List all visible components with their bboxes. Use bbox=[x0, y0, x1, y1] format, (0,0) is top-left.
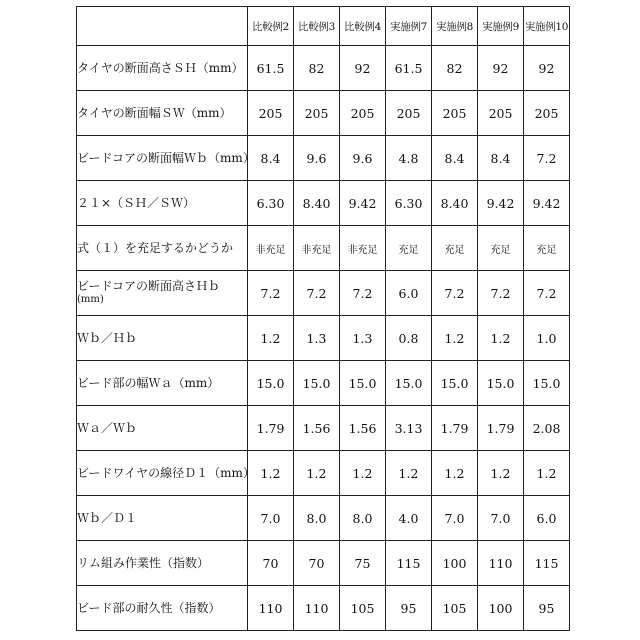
row-label bbox=[77, 316, 248, 361]
spec-table bbox=[76, 6, 570, 631]
table-cell: 205 bbox=[340, 91, 386, 136]
table-cell: 1.79 bbox=[478, 406, 524, 451]
row-label-text: タイヤの断面幅ＳＷ（mm） bbox=[77, 106, 232, 120]
column-header: 実施例9 bbox=[478, 7, 524, 46]
row-label bbox=[77, 586, 248, 631]
table-cell: 110 bbox=[478, 541, 524, 586]
table-cell: 1.79 bbox=[248, 406, 294, 451]
table-cell: 205 bbox=[432, 91, 478, 136]
table-cell: 205 bbox=[248, 91, 294, 136]
table-cell: 115 bbox=[524, 541, 570, 586]
table-cell: 9.6 bbox=[340, 136, 386, 181]
table-cell: 8.0 bbox=[294, 496, 340, 541]
table-cell: 15.0 bbox=[432, 361, 478, 406]
row-label-text: リム組み作業性（指数） bbox=[77, 556, 209, 570]
table-cell: 8.4 bbox=[248, 136, 294, 181]
table-cell: 7.0 bbox=[432, 496, 478, 541]
row-label-unit: (mm) bbox=[77, 293, 247, 306]
column-header: 実施例10 bbox=[524, 7, 570, 46]
table-row bbox=[77, 586, 570, 631]
table-row bbox=[77, 316, 570, 361]
column-header: 比較例2 bbox=[248, 7, 294, 46]
table-body bbox=[77, 46, 570, 631]
table-cell: 6.0 bbox=[524, 496, 570, 541]
table-row bbox=[77, 136, 570, 181]
table-cell: 82 bbox=[294, 46, 340, 91]
table-row bbox=[77, 226, 570, 271]
table-row bbox=[77, 46, 570, 91]
table-cell: 4.0 bbox=[386, 496, 432, 541]
header-row bbox=[77, 7, 570, 46]
table-cell: 7.2 bbox=[524, 271, 570, 316]
table-cell: 8.4 bbox=[478, 136, 524, 181]
table-cell: 15.0 bbox=[294, 361, 340, 406]
table-cell: 1.2 bbox=[432, 451, 478, 496]
table-cell: 105 bbox=[432, 586, 478, 631]
table-cell: 15.0 bbox=[340, 361, 386, 406]
table-cell: 1.3 bbox=[340, 316, 386, 361]
row-label-text: 式（１）を充足するかどうか bbox=[77, 241, 233, 255]
corner-cell bbox=[77, 7, 248, 46]
column-header: 比較例4 bbox=[340, 7, 386, 46]
table-row bbox=[77, 361, 570, 406]
table-cell: 9.6 bbox=[294, 136, 340, 181]
row-label bbox=[77, 271, 248, 316]
table-cell: 充足 bbox=[524, 226, 570, 271]
table-cell: 非充足 bbox=[294, 226, 340, 271]
table-cell: 115 bbox=[386, 541, 432, 586]
row-label-text: ビード部の耐久性（指数） bbox=[77, 601, 221, 615]
row-label bbox=[77, 451, 248, 496]
table-cell: 6.0 bbox=[386, 271, 432, 316]
table-cell: 1.2 bbox=[478, 316, 524, 361]
table-cell: 1.2 bbox=[248, 316, 294, 361]
table-cell: 7.2 bbox=[294, 271, 340, 316]
table-cell: 1.56 bbox=[340, 406, 386, 451]
table-cell: 6.30 bbox=[248, 181, 294, 226]
table-cell: 1.2 bbox=[248, 451, 294, 496]
table-row bbox=[77, 451, 570, 496]
table-cell: 非充足 bbox=[340, 226, 386, 271]
table-cell: 61.5 bbox=[386, 46, 432, 91]
table-cell: 1.2 bbox=[524, 451, 570, 496]
table-cell: 70 bbox=[248, 541, 294, 586]
table-cell: 9.42 bbox=[524, 181, 570, 226]
row-label bbox=[77, 541, 248, 586]
table-row bbox=[77, 181, 570, 226]
table-cell: 8.0 bbox=[340, 496, 386, 541]
row-label bbox=[77, 181, 248, 226]
table-row bbox=[77, 496, 570, 541]
row-label bbox=[77, 406, 248, 451]
table-cell: 15.0 bbox=[524, 361, 570, 406]
table-cell: 1.2 bbox=[432, 316, 478, 361]
row-label-text: Ｗａ／Ｗｂ bbox=[77, 421, 137, 435]
document-page bbox=[0, 0, 640, 640]
table-cell: 9.42 bbox=[478, 181, 524, 226]
table-row bbox=[77, 406, 570, 451]
table-cell: 15.0 bbox=[248, 361, 294, 406]
table-row bbox=[77, 541, 570, 586]
table-cell: 1.56 bbox=[294, 406, 340, 451]
table-cell: 7.0 bbox=[478, 496, 524, 541]
table-cell: 61.5 bbox=[248, 46, 294, 91]
table-cell: 205 bbox=[386, 91, 432, 136]
row-label bbox=[77, 496, 248, 541]
table-cell: 100 bbox=[432, 541, 478, 586]
table-cell: 1.2 bbox=[294, 451, 340, 496]
table-cell: 92 bbox=[340, 46, 386, 91]
table-cell: 70 bbox=[294, 541, 340, 586]
table-cell: 7.2 bbox=[524, 136, 570, 181]
table-cell: 2.08 bbox=[524, 406, 570, 451]
table-cell: 1.0 bbox=[524, 316, 570, 361]
table-cell: 95 bbox=[386, 586, 432, 631]
table-cell: 7.0 bbox=[248, 496, 294, 541]
table-cell: 110 bbox=[248, 586, 294, 631]
table-cell: 7.2 bbox=[478, 271, 524, 316]
table-cell: 8.40 bbox=[432, 181, 478, 226]
row-label-text: Ｗｂ／Ｈｂ bbox=[77, 331, 137, 345]
row-label bbox=[77, 46, 248, 91]
table-cell: 3.13 bbox=[386, 406, 432, 451]
table-cell: 6.30 bbox=[386, 181, 432, 226]
table-cell: 充足 bbox=[478, 226, 524, 271]
table-cell: 82 bbox=[432, 46, 478, 91]
table-cell: 205 bbox=[478, 91, 524, 136]
table-cell: 7.2 bbox=[432, 271, 478, 316]
table-cell: 100 bbox=[478, 586, 524, 631]
table-cell: 105 bbox=[340, 586, 386, 631]
table-cell: 205 bbox=[524, 91, 570, 136]
row-label bbox=[77, 136, 248, 181]
table-cell: 15.0 bbox=[386, 361, 432, 406]
table-cell: 1.3 bbox=[294, 316, 340, 361]
column-header: 比較例3 bbox=[294, 7, 340, 46]
row-label-text: タイヤの断面高さＳＨ（mm） bbox=[77, 61, 244, 75]
table-row bbox=[77, 91, 570, 136]
table-cell: 1.2 bbox=[478, 451, 524, 496]
row-label-text: ビードワイヤの線径Ｄ１（mm） bbox=[77, 466, 255, 480]
table-cell: 4.8 bbox=[386, 136, 432, 181]
table-cell: 非充足 bbox=[248, 226, 294, 271]
row-label bbox=[77, 361, 248, 406]
table-cell: 8.4 bbox=[432, 136, 478, 181]
column-header: 実施例8 bbox=[432, 7, 478, 46]
table-row bbox=[77, 271, 570, 316]
table-cell: 75 bbox=[340, 541, 386, 586]
table-cell: 92 bbox=[524, 46, 570, 91]
row-label-text: ２１×（ＳＨ／ＳＷ） bbox=[77, 196, 195, 210]
table-cell: 110 bbox=[294, 586, 340, 631]
table-cell: 7.2 bbox=[340, 271, 386, 316]
table-cell: 15.0 bbox=[478, 361, 524, 406]
table-cell: 7.2 bbox=[248, 271, 294, 316]
table-cell: 1.79 bbox=[432, 406, 478, 451]
table-cell: 充足 bbox=[386, 226, 432, 271]
table-cell: 8.40 bbox=[294, 181, 340, 226]
table-cell: 92 bbox=[478, 46, 524, 91]
table-cell: 1.2 bbox=[386, 451, 432, 496]
row-label-text: Ｗｂ／Ｄ１ bbox=[77, 511, 137, 525]
row-label-text: ビード部の幅Ｗａ（mm） bbox=[77, 376, 219, 390]
table-cell: 9.42 bbox=[340, 181, 386, 226]
table-cell: 95 bbox=[524, 586, 570, 631]
row-label bbox=[77, 226, 248, 271]
column-header: 実施例7 bbox=[386, 7, 432, 46]
table-cell: 0.8 bbox=[386, 316, 432, 361]
table-cell: 1.2 bbox=[340, 451, 386, 496]
row-label-text: ビードコアの断面幅Ｗｂ（mm） bbox=[77, 151, 255, 165]
table-cell: 205 bbox=[294, 91, 340, 136]
table-cell: 充足 bbox=[432, 226, 478, 271]
row-label-text: ビードコアの断面高さＨｂ bbox=[77, 279, 220, 293]
row-label bbox=[77, 91, 248, 136]
